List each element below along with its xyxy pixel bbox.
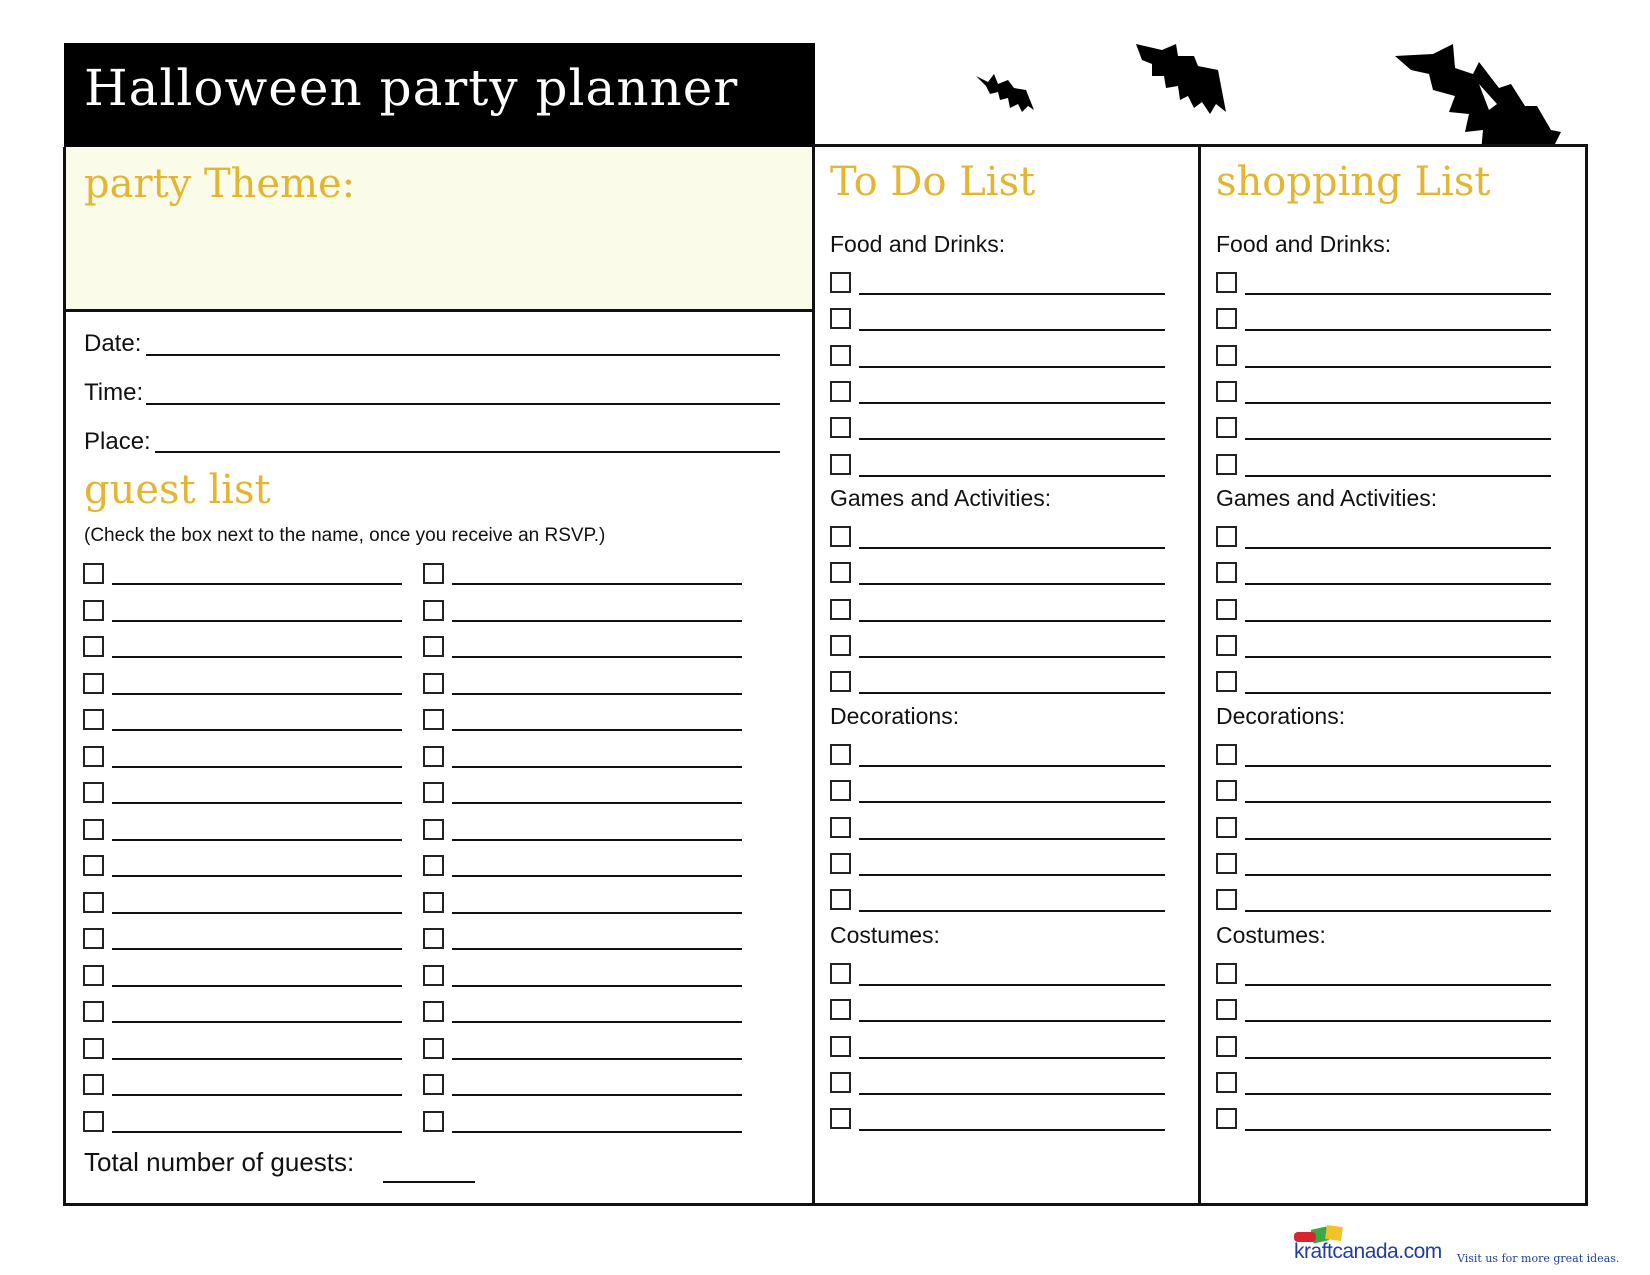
shopping-checkbox[interactable] [1216, 780, 1237, 801]
guest-checkbox[interactable] [423, 855, 444, 876]
todo-item-field[interactable] [859, 838, 1165, 840]
guest-checkbox[interactable] [83, 563, 104, 584]
todo-item-field[interactable] [859, 692, 1165, 694]
guest-name-field[interactable] [452, 912, 742, 914]
shopping-item-field[interactable] [1245, 765, 1551, 767]
guest-name-field[interactable] [452, 875, 742, 877]
shopping-checkbox[interactable] [1216, 562, 1237, 583]
shopping-checkbox[interactable] [1216, 671, 1237, 692]
guest-checkbox[interactable] [83, 1111, 104, 1132]
todo-checkbox[interactable] [830, 963, 851, 984]
guest-checkbox[interactable] [423, 1074, 444, 1095]
todo-checkbox[interactable] [830, 671, 851, 692]
guest-name-field[interactable] [452, 1094, 742, 1096]
todo-item-field[interactable] [859, 475, 1165, 477]
guest-checkbox[interactable] [423, 600, 444, 621]
todo-section-label: Food and Drinks: [830, 231, 1006, 257]
todo-item-field[interactable] [859, 910, 1165, 912]
guest-name-field[interactable] [112, 729, 402, 731]
shopping-checkbox[interactable] [1216, 963, 1237, 984]
shopping-section-label: Costumes: [1216, 922, 1326, 948]
shopping-item-field[interactable] [1245, 475, 1551, 477]
shopping-checkbox[interactable] [1216, 1072, 1237, 1093]
guest-checkbox[interactable] [423, 1111, 444, 1132]
party-theme-heading: party Theme: [84, 161, 356, 207]
shopping-item-field[interactable] [1245, 910, 1551, 912]
todo-item-field[interactable] [859, 1020, 1165, 1022]
shopping-section-label: Decorations: [1216, 703, 1346, 729]
guest-checkbox[interactable] [83, 709, 104, 730]
todo-checkbox[interactable] [830, 1108, 851, 1129]
todo-checkbox[interactable] [830, 417, 851, 438]
todo-section-label: Costumes: [830, 922, 940, 948]
guest-name-field[interactable] [112, 912, 402, 914]
guest-name-field[interactable] [112, 1021, 402, 1023]
guest-name-field[interactable] [452, 802, 742, 804]
todo-checkbox[interactable] [830, 1036, 851, 1057]
guest-name-field[interactable] [112, 802, 402, 804]
shopping-checkbox[interactable] [1216, 381, 1237, 402]
todo-item-field[interactable] [859, 1129, 1165, 1131]
todo-item-field[interactable] [859, 583, 1165, 585]
todo-list-panel [812, 144, 1201, 1206]
guest-checkbox[interactable] [83, 673, 104, 694]
guest-checkbox[interactable] [423, 928, 444, 949]
date-field[interactable] [146, 354, 780, 356]
todo-checkbox[interactable] [830, 272, 851, 293]
guest-name-field[interactable] [112, 656, 402, 658]
todo-item-field[interactable] [859, 874, 1165, 876]
guest-checkbox[interactable] [83, 1074, 104, 1095]
guest-checkbox[interactable] [83, 819, 104, 840]
guest-name-field[interactable] [112, 1094, 402, 1096]
footer-tagline: Visit us for more great ideas. [1457, 1252, 1620, 1265]
shopping-checkbox[interactable] [1216, 345, 1237, 366]
guest-checkbox[interactable] [423, 819, 444, 840]
shopping-checkbox[interactable] [1216, 272, 1237, 293]
guest-name-field[interactable] [452, 1058, 742, 1060]
party-theme-box[interactable] [66, 147, 812, 312]
place-label: Place: [84, 428, 151, 455]
shopping-item-field[interactable] [1245, 1020, 1551, 1022]
shopping-checkbox[interactable] [1216, 999, 1237, 1020]
shopping-item-field[interactable] [1245, 1057, 1551, 1059]
shopping-checkbox[interactable] [1216, 744, 1237, 765]
guest-checkbox[interactable] [423, 1001, 444, 1022]
title-bar [64, 43, 815, 148]
shopping-checkbox[interactable] [1216, 308, 1237, 329]
time-label: Time: [84, 379, 144, 406]
bat-small-icon [974, 70, 1036, 116]
todo-checkbox[interactable] [830, 999, 851, 1020]
todo-checkbox[interactable] [830, 744, 851, 765]
page-title: Halloween party planner [84, 59, 739, 117]
todo-list-heading: To Do List [830, 159, 1036, 205]
shopping-list-panel [1198, 144, 1588, 1206]
shopping-checkbox[interactable] [1216, 417, 1237, 438]
todo-item-field[interactable] [859, 765, 1165, 767]
shopping-checkbox[interactable] [1216, 454, 1237, 475]
todo-item-field[interactable] [859, 1093, 1165, 1095]
todo-checkbox[interactable] [830, 817, 851, 838]
shopping-item-field[interactable] [1245, 1093, 1551, 1095]
shopping-item-field[interactable] [1245, 438, 1551, 440]
todo-checkbox[interactable] [830, 853, 851, 874]
todo-item-field[interactable] [859, 620, 1165, 622]
todo-item-field[interactable] [859, 984, 1165, 986]
guest-name-field[interactable] [452, 1131, 742, 1133]
guest-name-field[interactable] [112, 948, 402, 950]
shopping-item-field[interactable] [1245, 838, 1551, 840]
guest-name-field[interactable] [112, 985, 402, 987]
guest-name-field[interactable] [452, 693, 742, 695]
guest-name-field[interactable] [112, 766, 402, 768]
shopping-item-field[interactable] [1245, 329, 1551, 331]
todo-item-field[interactable] [859, 366, 1165, 368]
time-field[interactable] [146, 403, 780, 405]
guest-checkbox[interactable] [423, 746, 444, 767]
guest-name-field[interactable] [452, 583, 742, 585]
guest-checkbox[interactable] [83, 746, 104, 767]
guest-name-field[interactable] [112, 693, 402, 695]
bat-medium-icon [1132, 42, 1228, 120]
guest-checkbox[interactable] [423, 673, 444, 694]
planner-left-panel [63, 147, 815, 1206]
guest-name-field[interactable] [452, 766, 742, 768]
shopping-item-field[interactable] [1245, 402, 1551, 404]
shopping-item-field[interactable] [1245, 984, 1551, 986]
todo-item-field[interactable] [859, 329, 1165, 331]
todo-item-field[interactable] [859, 1057, 1165, 1059]
guest-name-field[interactable] [452, 948, 742, 950]
todo-item-field[interactable] [859, 656, 1165, 658]
guest-checkbox[interactable] [423, 563, 444, 584]
shopping-item-field[interactable] [1245, 293, 1551, 295]
todo-checkbox[interactable] [830, 635, 851, 656]
shopping-item-field[interactable] [1245, 583, 1551, 585]
shopping-checkbox[interactable] [1216, 1036, 1237, 1057]
guest-checkbox[interactable] [83, 928, 104, 949]
todo-checkbox[interactable] [830, 562, 851, 583]
todo-section-label: Decorations: [830, 703, 960, 729]
todo-checkbox[interactable] [830, 526, 851, 547]
guest-name-field[interactable] [452, 839, 742, 841]
guest-checkbox[interactable] [423, 636, 444, 657]
guest-name-field[interactable] [452, 656, 742, 658]
date-label: Date: [84, 330, 142, 357]
shopping-checkbox[interactable] [1216, 817, 1237, 838]
shopping-section-label: Games and Activities: [1216, 485, 1438, 511]
guest-checkbox[interactable] [423, 1038, 444, 1059]
todo-checkbox[interactable] [830, 381, 851, 402]
guest-name-field[interactable] [452, 1021, 742, 1023]
guest-name-field[interactable] [112, 1131, 402, 1133]
guest-checkbox[interactable] [423, 892, 444, 913]
todo-item-field[interactable] [859, 438, 1165, 440]
todo-item-field[interactable] [859, 293, 1165, 295]
shopping-checkbox[interactable] [1216, 526, 1237, 547]
guest-name-field[interactable] [452, 620, 742, 622]
guest-list-heading: guest list [84, 467, 271, 513]
guest-checkbox[interactable] [83, 1001, 104, 1022]
guest-checkbox[interactable] [83, 892, 104, 913]
shopping-checkbox[interactable] [1216, 599, 1237, 620]
todo-item-field[interactable] [859, 801, 1165, 803]
guest-checkbox[interactable] [423, 965, 444, 986]
guest-name-field[interactable] [112, 620, 402, 622]
guest-checkbox[interactable] [83, 855, 104, 876]
total-guests-field[interactable] [383, 1181, 475, 1183]
shopping-checkbox[interactable] [1216, 889, 1237, 910]
shopping-item-field[interactable] [1245, 620, 1551, 622]
guest-name-field[interactable] [452, 985, 742, 987]
shopping-item-field[interactable] [1245, 801, 1551, 803]
guest-name-field[interactable] [112, 839, 402, 841]
guest-checkbox[interactable] [423, 782, 444, 803]
shopping-item-field[interactable] [1245, 1129, 1551, 1131]
guest-checkbox[interactable] [83, 1038, 104, 1059]
guest-checkbox[interactable] [83, 636, 104, 657]
footer-brand[interactable]: kraftcanada.com [1294, 1240, 1442, 1263]
guest-checkbox[interactable] [83, 965, 104, 986]
shopping-item-field[interactable] [1245, 366, 1551, 368]
total-guests-label: Total number of guests: [84, 1147, 355, 1177]
todo-item-field[interactable] [859, 547, 1165, 549]
shopping-checkbox[interactable] [1216, 635, 1237, 656]
guest-name-field[interactable] [452, 729, 742, 731]
todo-checkbox[interactable] [830, 345, 851, 366]
todo-item-field[interactable] [859, 402, 1165, 404]
shopping-item-field[interactable] [1245, 656, 1551, 658]
shopping-item-field[interactable] [1245, 874, 1551, 876]
place-field[interactable] [155, 451, 780, 453]
todo-checkbox[interactable] [830, 889, 851, 910]
guest-list-note: (Check the box next to the name, once you receive an RSVP.) [84, 525, 606, 546]
todo-checkbox[interactable] [830, 1072, 851, 1093]
guest-checkbox[interactable] [83, 782, 104, 803]
guest-name-field[interactable] [112, 583, 402, 585]
todo-section-label: Games and Activities: [830, 485, 1052, 511]
todo-checkbox[interactable] [830, 599, 851, 620]
shopping-checkbox[interactable] [1216, 1108, 1237, 1129]
guest-checkbox[interactable] [83, 600, 104, 621]
todo-checkbox[interactable] [830, 780, 851, 801]
guest-checkbox[interactable] [423, 709, 444, 730]
shopping-checkbox[interactable] [1216, 853, 1237, 874]
guest-name-field[interactable] [112, 875, 402, 877]
todo-checkbox[interactable] [830, 454, 851, 475]
shopping-item-field[interactable] [1245, 692, 1551, 694]
shopping-list-heading: shopping List [1216, 159, 1491, 205]
guest-name-field[interactable] [112, 1058, 402, 1060]
todo-checkbox[interactable] [830, 308, 851, 329]
shopping-section-label: Food and Drinks: [1216, 231, 1392, 257]
shopping-item-field[interactable] [1245, 547, 1551, 549]
